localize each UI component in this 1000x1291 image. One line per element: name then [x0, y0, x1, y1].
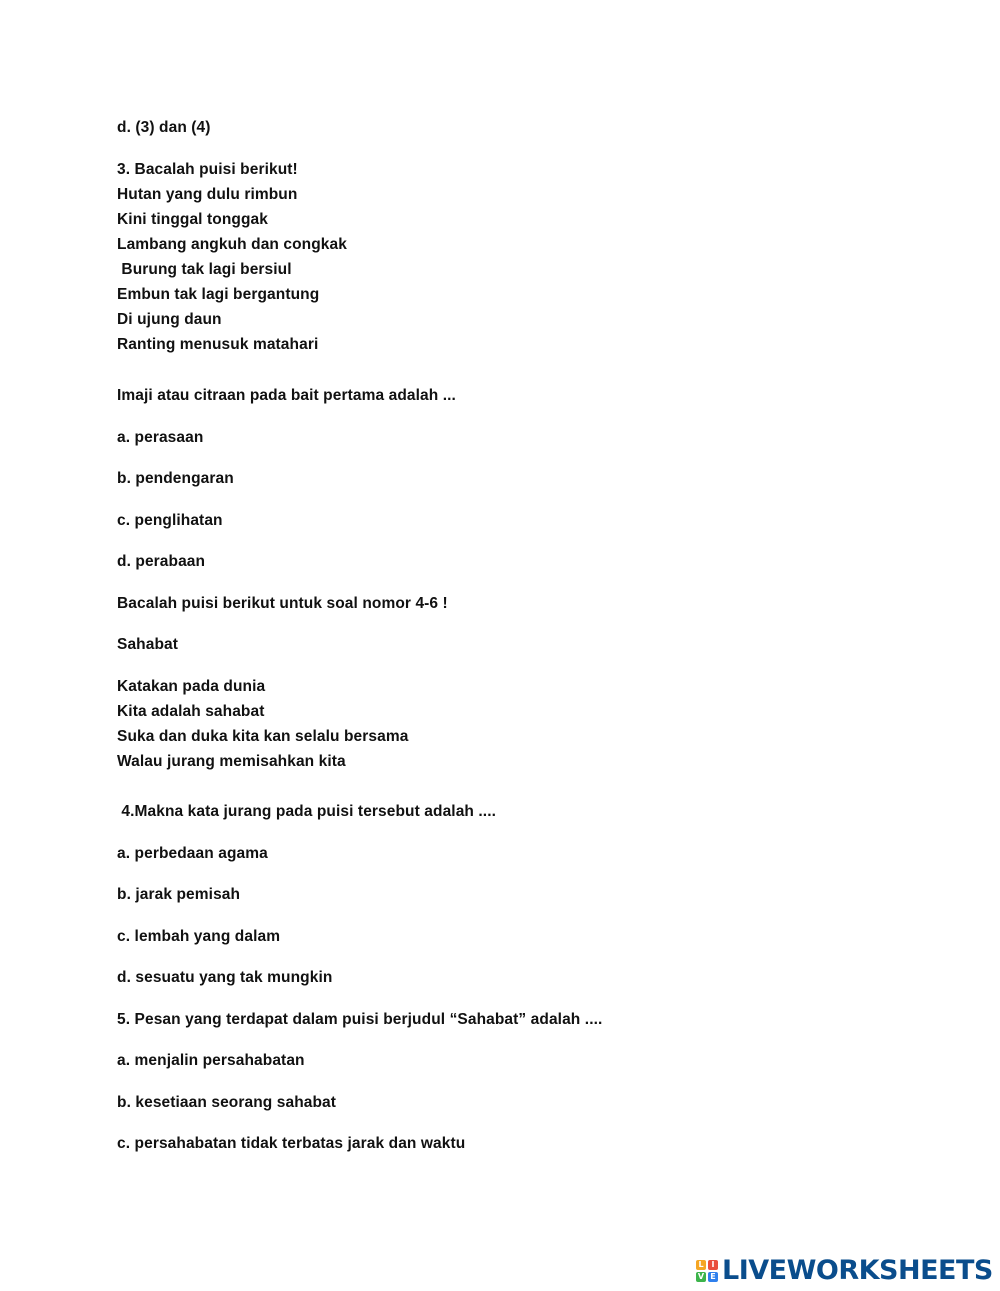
option-d-previous: d. (3) dan (4): [117, 119, 211, 136]
liveworksheets-logo: [696, 1255, 993, 1287]
question-4-option-c: c. lembah yang dalam: [117, 928, 281, 945]
question-3-prompt: Imaji atau citraan pada bait pertama adalah ...: [117, 387, 456, 404]
question-3-option-d: d. perabaan: [117, 553, 206, 570]
logo-tile-l: L: [696, 1260, 706, 1270]
poem-line: Burung tak lagi bersiul: [117, 261, 292, 278]
question-4-option-d: d. sesuatu yang tak mungkin: [117, 969, 333, 986]
logo-tile-e: E: [708, 1272, 718, 1282]
poem-line: Lambang angkuh dan congkak: [117, 236, 347, 253]
liveworksheets-wordmark: LIVEWORKSHEETS: [722, 1255, 993, 1286]
question-3-option-b: b. pendengaran: [117, 470, 234, 487]
question-4-option-b: b. jarak pemisah: [117, 886, 241, 903]
question-5-option-c: c. persahabatan tidak terbatas jarak dan waktu: [117, 1135, 466, 1152]
question-5-prompt: 5. Pesan yang terdapat dalam puisi berjudul “Sahabat” adalah ....: [117, 1011, 603, 1028]
poem-line: Embun tak lagi bergantung: [117, 286, 320, 303]
poem-line: Di ujung daun: [117, 311, 222, 328]
question-4-prompt: 4.Makna kata jurang pada puisi tersebut adalah ....: [117, 803, 497, 820]
poem-line: Hutan yang dulu rimbun: [117, 186, 298, 203]
question-3-option-a: a. perasaan: [117, 429, 204, 446]
poem-line: Kita adalah sahabat: [117, 703, 265, 720]
liveworksheets-logo-icon: [696, 1260, 718, 1282]
question-3-option-c: c. penglihatan: [117, 512, 223, 529]
poem-line: Walau jurang memisahkan kita: [117, 753, 346, 770]
poem-title: Sahabat: [117, 636, 178, 653]
poem-line: Katakan pada dunia: [117, 678, 266, 695]
poem-line: Ranting menusuk matahari: [117, 336, 319, 353]
logo-tile-v: V: [697, 1272, 705, 1281]
poem-line: Suka dan duka kita kan selalu bersama: [117, 728, 409, 745]
poem-line: Kini tinggal tonggak: [117, 211, 268, 228]
question-5-option-b: b. kesetiaan seorang sahabat: [117, 1094, 337, 1111]
logo-tile-i: I: [708, 1260, 718, 1270]
question-5-option-a: a. menjalin persahabatan: [117, 1052, 305, 1069]
poem-instruction: Bacalah puisi berikut untuk soal nomor 4-6 !: [117, 595, 448, 612]
question-4-option-a: a. perbedaan agama: [117, 845, 268, 862]
question-3-instruction: 3. Bacalah puisi berikut!: [117, 161, 298, 178]
